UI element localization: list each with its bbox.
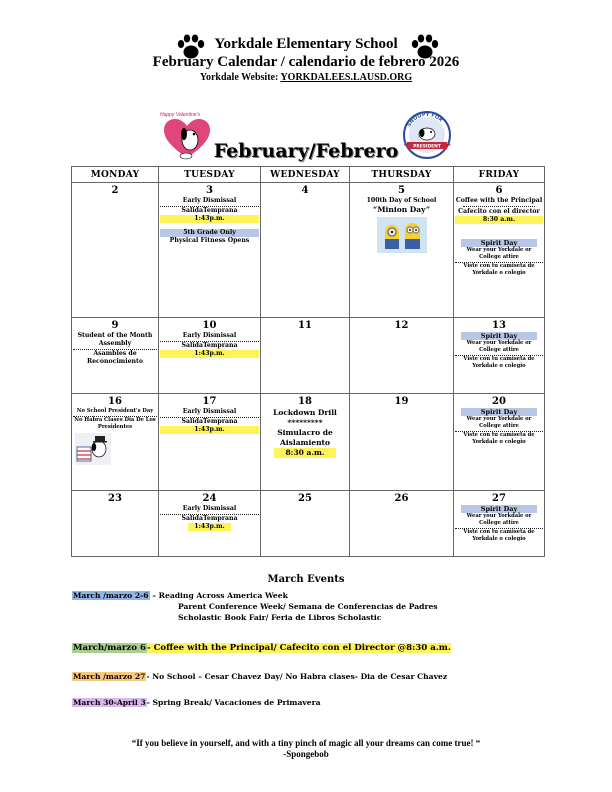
month-title: February/Febrero — [213, 140, 399, 162]
event-item — [72, 697, 321, 708]
day-number: 4 — [301, 185, 309, 196]
spirit-day-spanish: Viste con tu camiseta de Yorkdale o colegio — [463, 432, 535, 445]
event-date: March /marzo 27 — [73, 672, 146, 681]
spirit-day-english: Wear your Yorkdale or College attire — [455, 340, 543, 356]
weekday-header: WEDNESDAY — [261, 167, 350, 183]
day-number: 17 — [202, 396, 217, 407]
day-cell — [261, 394, 350, 491]
weekday-header: FRIDAY — [454, 167, 545, 183]
early-dismissal-text: Early Dismissal — [160, 505, 259, 515]
day-cell — [159, 318, 261, 394]
spirit-day-label: Spirit Day — [461, 408, 537, 416]
valentine-text: Happy Valentine's — [160, 112, 200, 118]
day-number: 23 — [108, 493, 122, 504]
event-item — [72, 671, 447, 682]
day-number: 11 — [298, 320, 312, 331]
spirit-day-english: Wear your Yorkdale or College attire — [455, 247, 543, 263]
minion-day-text: “Minion Day” — [372, 205, 431, 214]
spirit-day-spanish: Viste con tu camiseta de Yorkdale o colegio — [463, 263, 535, 276]
assembly-text: Student of the Month Assembly — [73, 332, 157, 350]
lockdown-drill-text: Lockdown Drill — [273, 408, 337, 417]
spirit-day-spanish: Viste con tu camiseta de Yorkdale o colegio — [463, 529, 535, 542]
day-number: 3 — [206, 185, 213, 196]
day-number: 16 — [108, 396, 122, 407]
event-text: - No School – Cesar Chavez Day/ No Habra clases- Dia de Cesar Chavez — [146, 672, 448, 681]
coffee-time: 8:30 a.m. — [455, 216, 543, 224]
snoopy-presidents-day-image — [75, 433, 111, 465]
dismissal-time: 1:43p.m. — [188, 523, 231, 531]
day-cell — [454, 394, 545, 491]
cafecito-text: Cafecito con el director — [458, 208, 540, 215]
dotted-divider — [463, 205, 535, 207]
day-cell — [261, 318, 350, 394]
hundredth-day-text: 100th Day of School — [366, 197, 437, 204]
day-number: 27 — [492, 493, 506, 504]
dismissal-time: 1:43p.m. — [160, 215, 259, 223]
day-cell — [72, 318, 159, 394]
day-number: 25 — [298, 493, 312, 504]
school-name: Yorkdale Elementary School — [214, 36, 398, 52]
event-text: Parent Conference Week/ Semana de Conferencias de Padres — [178, 602, 438, 611]
spirit-day-spanish: Viste con tu camiseta de Yorkdale o colegio — [463, 356, 535, 369]
day-number: 13 — [492, 320, 506, 331]
quote-author: -Spongebob — [283, 749, 329, 759]
day-number: 20 — [492, 396, 506, 407]
seal-top-text: SNOOPY FOR — [406, 111, 444, 128]
event-date: March/marzo 6 — [73, 643, 147, 653]
early-dismissal-text: Early Dismissal — [160, 197, 259, 207]
day-cell — [454, 183, 545, 318]
star-icon: ★ — [403, 142, 408, 148]
weekday-header: TUESDAY — [159, 167, 261, 183]
march-events-title: March Events — [267, 574, 345, 585]
quote-text: “If you believe in yourself, and with a tiny pinch of magic all your dreams can come true! “ — [131, 738, 481, 748]
stars-divider: ********* — [287, 418, 323, 427]
dismissal-time: 1:43p.m. — [160, 350, 259, 358]
calendar-week-row — [72, 491, 545, 557]
page-header — [0, 36, 612, 85]
day-number: 10 — [202, 320, 217, 331]
fitness-note: Physical Fitness Opens — [169, 237, 250, 244]
salida-temprana-text: SalidaTemprana — [181, 418, 238, 425]
day-cell — [72, 491, 159, 557]
coffee-principal-text: Coffee with the Principal — [455, 197, 543, 204]
day-cell — [350, 394, 454, 491]
day-cell — [454, 491, 545, 557]
drill-time: 8:30 a.m. — [274, 448, 336, 458]
calendar-table — [71, 166, 545, 557]
day-cell — [159, 394, 261, 491]
calendar-week-row — [72, 183, 545, 318]
day-cell — [350, 491, 454, 557]
day-number: 24 — [202, 493, 217, 504]
star-icon: ★ — [447, 142, 452, 148]
website-link[interactable]: YORKDALEES.LAUSD.ORG — [280, 72, 413, 83]
day-number: 18 — [298, 396, 312, 407]
day-number: 9 — [111, 320, 119, 331]
day-cell — [159, 491, 261, 557]
day-number: 6 — [495, 185, 503, 196]
event-item — [72, 643, 451, 654]
event-date: March /marzo 2-6 — [73, 591, 149, 600]
day-cell — [72, 394, 159, 491]
dismissal-time: 1:43p.m. — [160, 426, 259, 434]
day-cell — [454, 318, 545, 394]
no-habra-clases-text: No Habra Clases Dia De Los Presidentes — [74, 417, 156, 430]
salida-temprana-text: SalidaTemprana — [181, 515, 238, 522]
day-number: 26 — [394, 493, 409, 504]
calendar-week-row — [72, 318, 545, 394]
day-cell — [350, 318, 454, 394]
event-text: - Coffee with the Principal/ Cafecito con el Director @8:30 a.m. — [147, 643, 451, 653]
day-cell — [159, 183, 261, 318]
event-item — [72, 590, 438, 623]
day-number: 19 — [394, 396, 409, 407]
seal-bottom-text: PRESIDENT — [413, 144, 441, 150]
website-line — [0, 71, 612, 85]
spirit-day-english: Wear your Yorkdale or College attire — [455, 513, 543, 529]
day-cell — [72, 183, 159, 318]
salida-temprana-text: SalidaTemprana — [181, 207, 238, 214]
weekday-header-row — [72, 167, 545, 183]
event-text: – Reading Across America Week — [149, 591, 288, 600]
asambles-text: Asambles de Reconocimiento — [86, 350, 144, 365]
spirit-day-label: Spirit Day — [461, 505, 537, 513]
grade-note: 5th Grade Only — [160, 229, 259, 237]
quote-block — [0, 738, 612, 760]
day-number: 2 — [111, 185, 119, 196]
day-number: 5 — [398, 185, 405, 196]
early-dismissal-text: Early Dismissal — [160, 408, 259, 418]
event-text: - Spring Break/ Vacaciones de Primavera — [146, 698, 321, 707]
spirit-day-label: Spirit Day — [461, 239, 537, 247]
salida-temprana-text: SalidaTemprana — [181, 342, 238, 349]
simulacro-text: Simulacro de Aislamiento — [277, 428, 333, 447]
spirit-day-label: Spirit Day — [461, 332, 537, 340]
day-number: 12 — [394, 320, 409, 331]
event-text: Scholastic Book Fair/ Feria de Libros Scholastic — [178, 613, 382, 622]
spirit-day-english: Wear your Yorkdale or College attire — [455, 416, 543, 432]
calendar-week-row — [72, 394, 545, 491]
weekday-header: MONDAY — [72, 167, 159, 183]
no-school-text: No School President's Day — [73, 408, 157, 417]
day-cell — [261, 183, 350, 318]
website-label: Yorkdale Website: — [199, 72, 279, 83]
day-cell — [350, 183, 454, 318]
day-cell — [261, 491, 350, 557]
early-dismissal-text: Early Dismissal — [160, 332, 259, 342]
minions-image — [377, 217, 427, 253]
event-date: March 30-April 3 — [73, 698, 146, 707]
calendar-title: February Calendar / calendario de febrero 2026 — [152, 54, 460, 70]
weekday-header: THURSDAY — [350, 167, 454, 183]
